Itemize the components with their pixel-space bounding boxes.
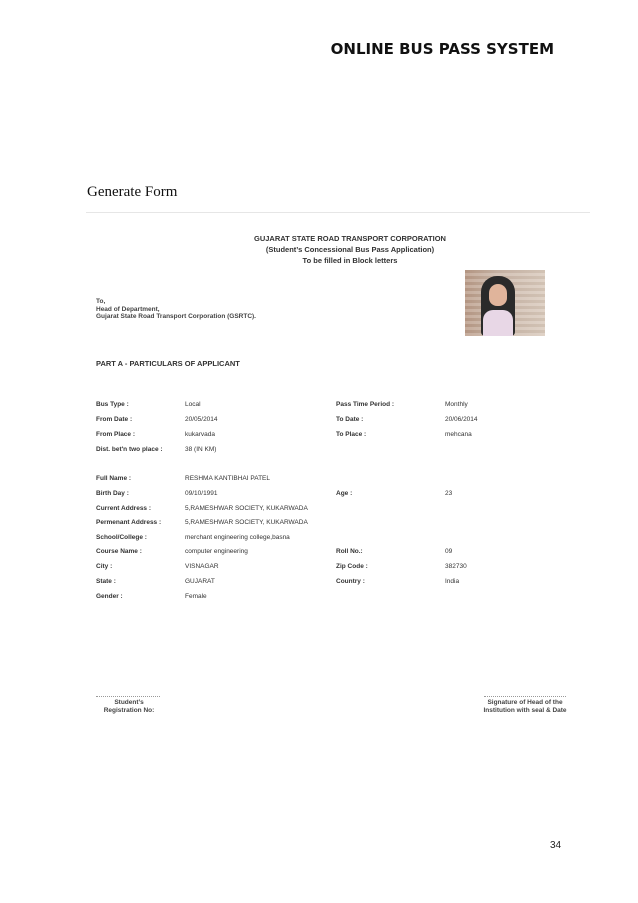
field-label: Full Name : <box>96 475 132 482</box>
part-a-heading: PART A - PARTICULARS OF APPLICANT <box>96 359 240 368</box>
field-label: School/College : <box>96 534 147 541</box>
field-value: Monthly <box>445 401 468 408</box>
field-label: From Place : <box>96 431 136 438</box>
field-value: GUJARAT <box>185 578 215 585</box>
signature-caption-line: Institution with seal & Date <box>483 706 567 714</box>
field-value: Female <box>185 593 207 600</box>
form-subtitle: (Student’s Concessional Bus Pass Application) <box>265 245 435 254</box>
addressee-line: To, <box>96 298 106 305</box>
field-label: Pass Time Period : <box>336 401 395 408</box>
page-number: 34 <box>550 840 562 851</box>
field-value: merchant engineering college,basna <box>185 534 290 541</box>
field-value: 5,RAMESHWAR SOCIETY, KUKARWADA <box>185 519 308 526</box>
addressee-line: Head of Department, <box>96 305 160 313</box>
field-value: 20/06/2014 <box>445 416 478 423</box>
field-label: State : <box>96 578 116 585</box>
field-value: 5,RAMESHWAR SOCIETY, KUKARWADA <box>185 505 308 512</box>
field-label: Course Name : <box>96 548 142 555</box>
addressee-line: Gujarat State Road Transport Corporation (GSRTC). <box>96 313 256 320</box>
field-value: kukarvada <box>185 431 215 438</box>
field-label: Current Address : <box>96 505 152 512</box>
field-label: From Date : <box>96 416 133 423</box>
field-value: 38 (IN KM) <box>185 446 217 453</box>
signature-caption-left <box>90 699 168 714</box>
field-value: India <box>445 578 460 585</box>
field-value: 23 <box>445 490 453 497</box>
field-value: 09/10/1991 <box>185 490 218 497</box>
field-label: Dist. bet'n two place : <box>96 446 163 453</box>
field-label: Bus Type : <box>96 401 129 408</box>
applicant-photo <box>465 270 545 336</box>
org-title: GUJARAT STATE ROAD TRANSPORT CORPORATION <box>254 234 446 243</box>
field-value: mehcana <box>445 431 472 438</box>
signature-caption-line: Signature of Head of the <box>487 699 563 706</box>
field-label: Permenant Address : <box>96 519 162 526</box>
document-header-title: ONLINE BUS PASS SYSTEM <box>330 40 554 58</box>
signature-caption-line: Student’s <box>114 699 144 706</box>
field-label: Age : <box>336 490 353 497</box>
field-label: To Place : <box>336 431 367 438</box>
field-label: Gender : <box>96 593 123 600</box>
addressee-block <box>96 298 256 321</box>
field-value: RESHMA KANTIBHAI PATEL <box>185 475 271 482</box>
field-value: 382730 <box>445 563 467 570</box>
signature-caption-right <box>470 699 580 714</box>
form-title-block <box>150 233 550 266</box>
field-value: VISNAGAR <box>185 563 219 570</box>
signature-line-left <box>96 696 160 697</box>
field-label: Zip Code : <box>336 563 368 570</box>
signature-caption-line: Registration No: <box>103 706 155 714</box>
field-label: Roll No.: <box>336 548 363 555</box>
section-heading: Generate Form <box>87 184 178 200</box>
field-label: Country : <box>336 578 365 585</box>
signature-line-right <box>484 696 566 697</box>
field-label: City : <box>96 563 113 570</box>
field-label: Birth Day : <box>96 490 129 497</box>
field-value: 20/05/2014 <box>185 416 218 423</box>
field-label: To Date : <box>336 416 364 423</box>
form-instruction: To be filled in Block letters <box>302 256 398 265</box>
field-value: computer engineering <box>185 548 248 555</box>
field-value: Local <box>185 401 201 408</box>
field-value: 09 <box>445 548 453 555</box>
